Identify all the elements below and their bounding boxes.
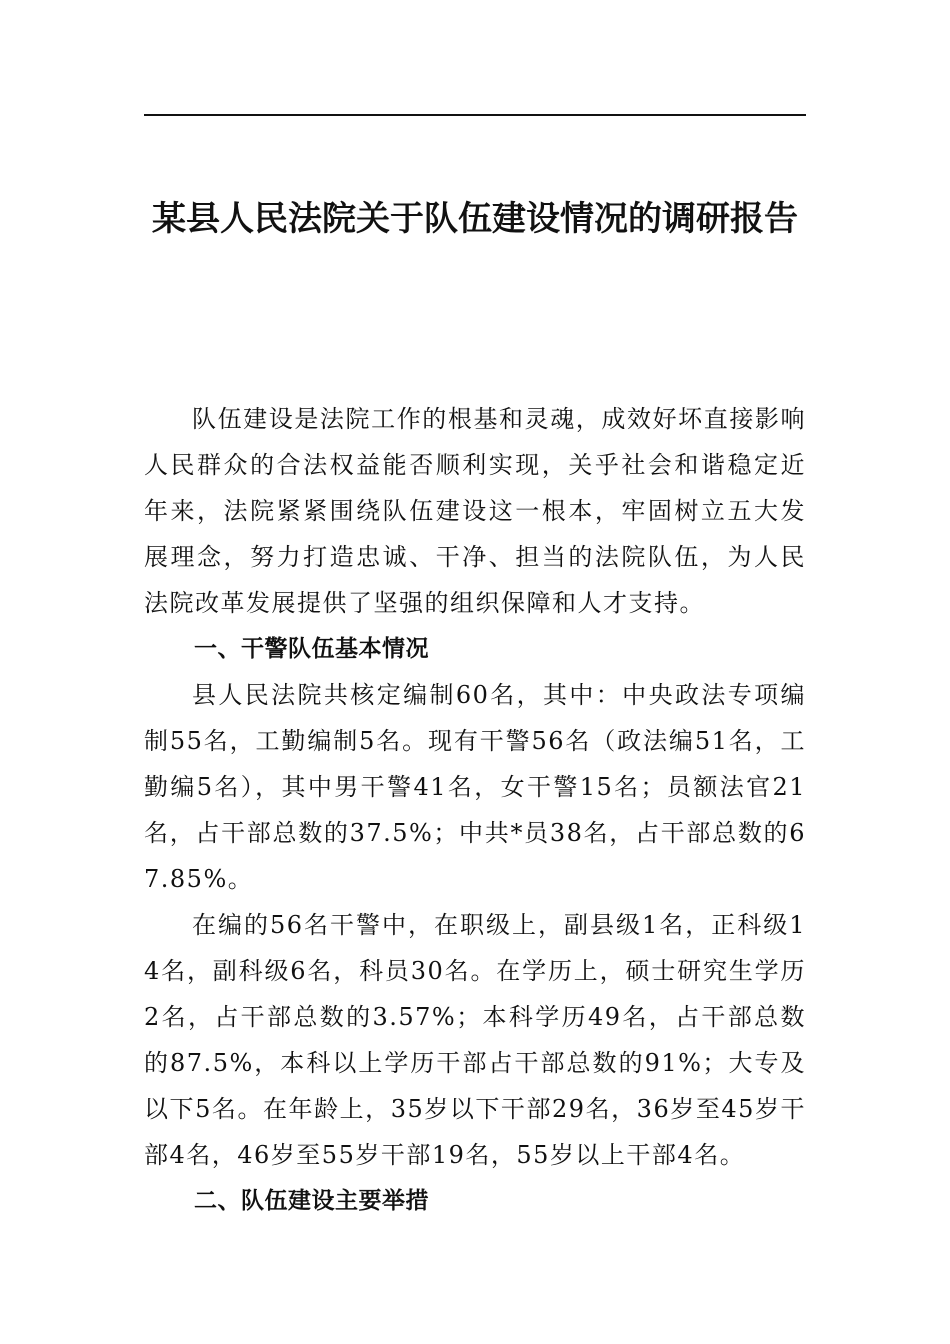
staffing-paragraph: 县人民法院共核定编制60名，其中：中央政法专项编制55名，工勤编制5名。现有干警56名（政法编51名，工勤编5名），其中男干警41名，女干警15名；员额法官21名，占干部总数的37.5%；中共*员38名，占干部总数的67.85%。	[144, 681, 806, 893]
intro-paragraph: 队伍建设是法院工作的根基和灵魂，成效好坏直接影响人民群众的合法权益能否顺利实现，关乎社会和谐稳定近年来，法院紧紧围绕队伍建设这一根本，牢固树立五大发展理念，努力打造忠诚、干净、担当的法院队伍，为人民法院改革发展提供了坚强的组织保障和人才支持。	[144, 405, 806, 617]
document-title: 某县人民法院关于队伍建设情况的调研报告	[152, 199, 798, 239]
document-body	[144, 396, 806, 1224]
header-rule	[144, 114, 806, 116]
composition-paragraph: 在编的56名干警中，在职级上，副县级1名，正科级14名，副科级6名，科员30名。在学历上，硕士研究生学历2名，占干部总数的3.57%；本科学历49名，占干部总数的87.5%，本科以上学历干部占干部总数的91%；大专及以下5名。在年龄上，35岁以下干部29名，36岁至45岁干部4名，46岁至55岁干部19名，55岁以上干部4名。	[144, 911, 806, 1169]
section-heading-basic-info: 一、干警队伍基本情况	[194, 636, 429, 662]
section-heading-measures: 二、队伍建设主要举措	[194, 1188, 429, 1214]
